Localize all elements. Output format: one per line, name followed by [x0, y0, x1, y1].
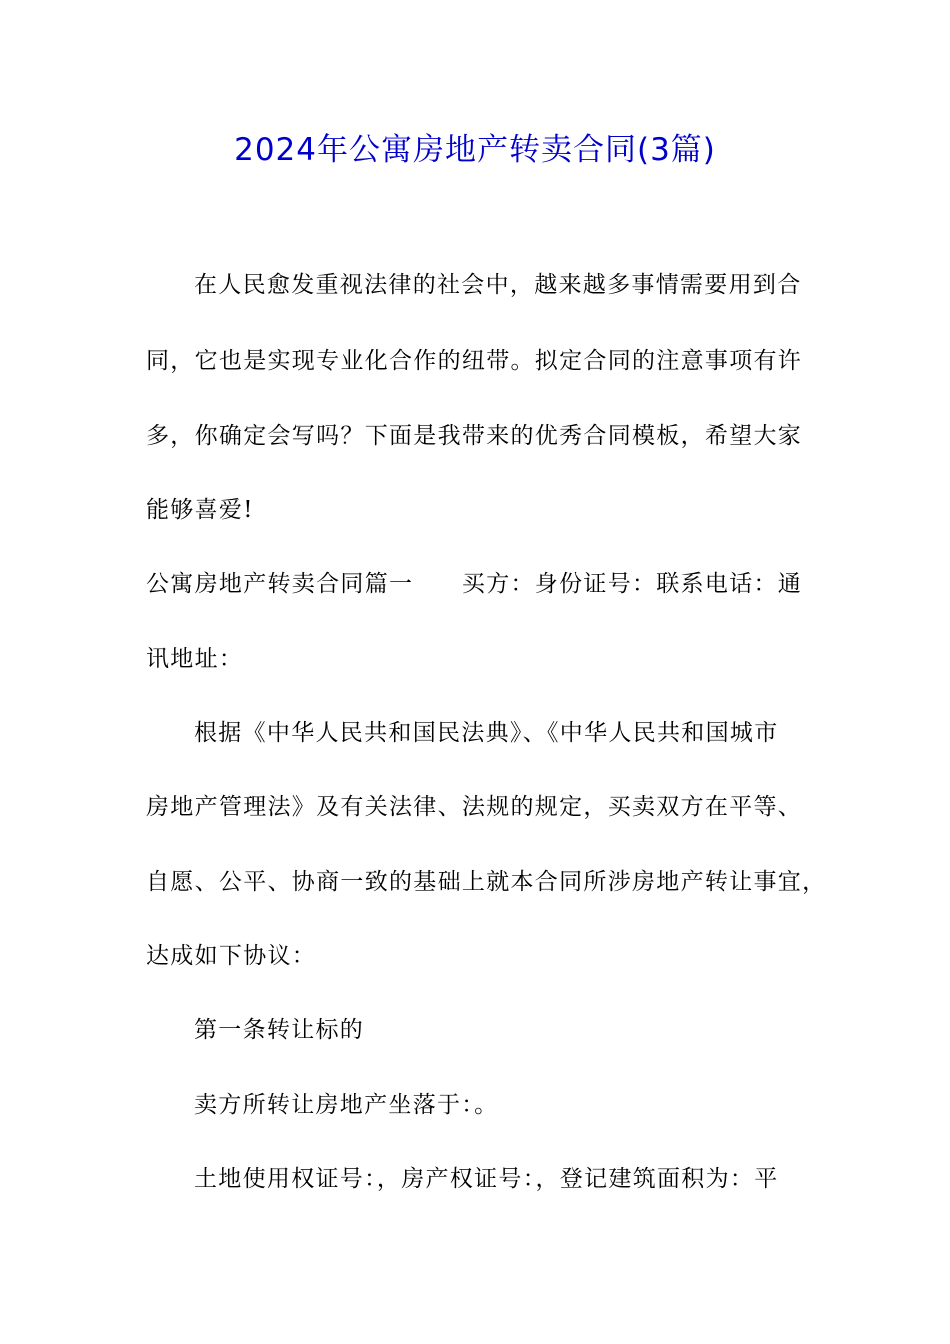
paragraph-line: 房地产管理法》及有关法律、法规的规定，买卖双方在平等、: [146, 794, 803, 820]
paragraph-line: 同，它也是实现专业化合作的纽带。拟定合同的注意事项有许: [146, 348, 803, 374]
paragraph-line: 自愿、公平、协商一致的基础上就本合同所涉房地产转让事宜，: [146, 869, 827, 895]
document-title: 2024年公寓房地产转卖合同(3篇): [234, 132, 716, 168]
paragraph-line: 讯地址：: [146, 646, 244, 672]
article-heading: 第一条转让标的: [194, 1017, 365, 1043]
paragraph-line: 达成如下协议：: [146, 943, 317, 969]
paragraph-line: 根据《中华人民共和国民法典》、《中华人民共和国城市: [194, 720, 779, 746]
paragraph-line: 卖方所转让房地产坐落于：。: [194, 1092, 499, 1118]
paragraph-line: 能够喜爱!: [146, 497, 254, 523]
paragraph-line: 在人民愈发重视法律的社会中，越来越多事情需要用到合: [194, 272, 802, 298]
paragraph-line: 多，你确定会写吗？下面是我带来的优秀合同模板，希望大家: [146, 423, 803, 449]
paragraph-line: 土地使用权证号：，房产权证号：，登记建筑面积为：平: [194, 1166, 779, 1192]
section-heading-line: 公寓房地产转卖合同篇一 买方：身份证号：联系电话：通: [146, 571, 803, 597]
